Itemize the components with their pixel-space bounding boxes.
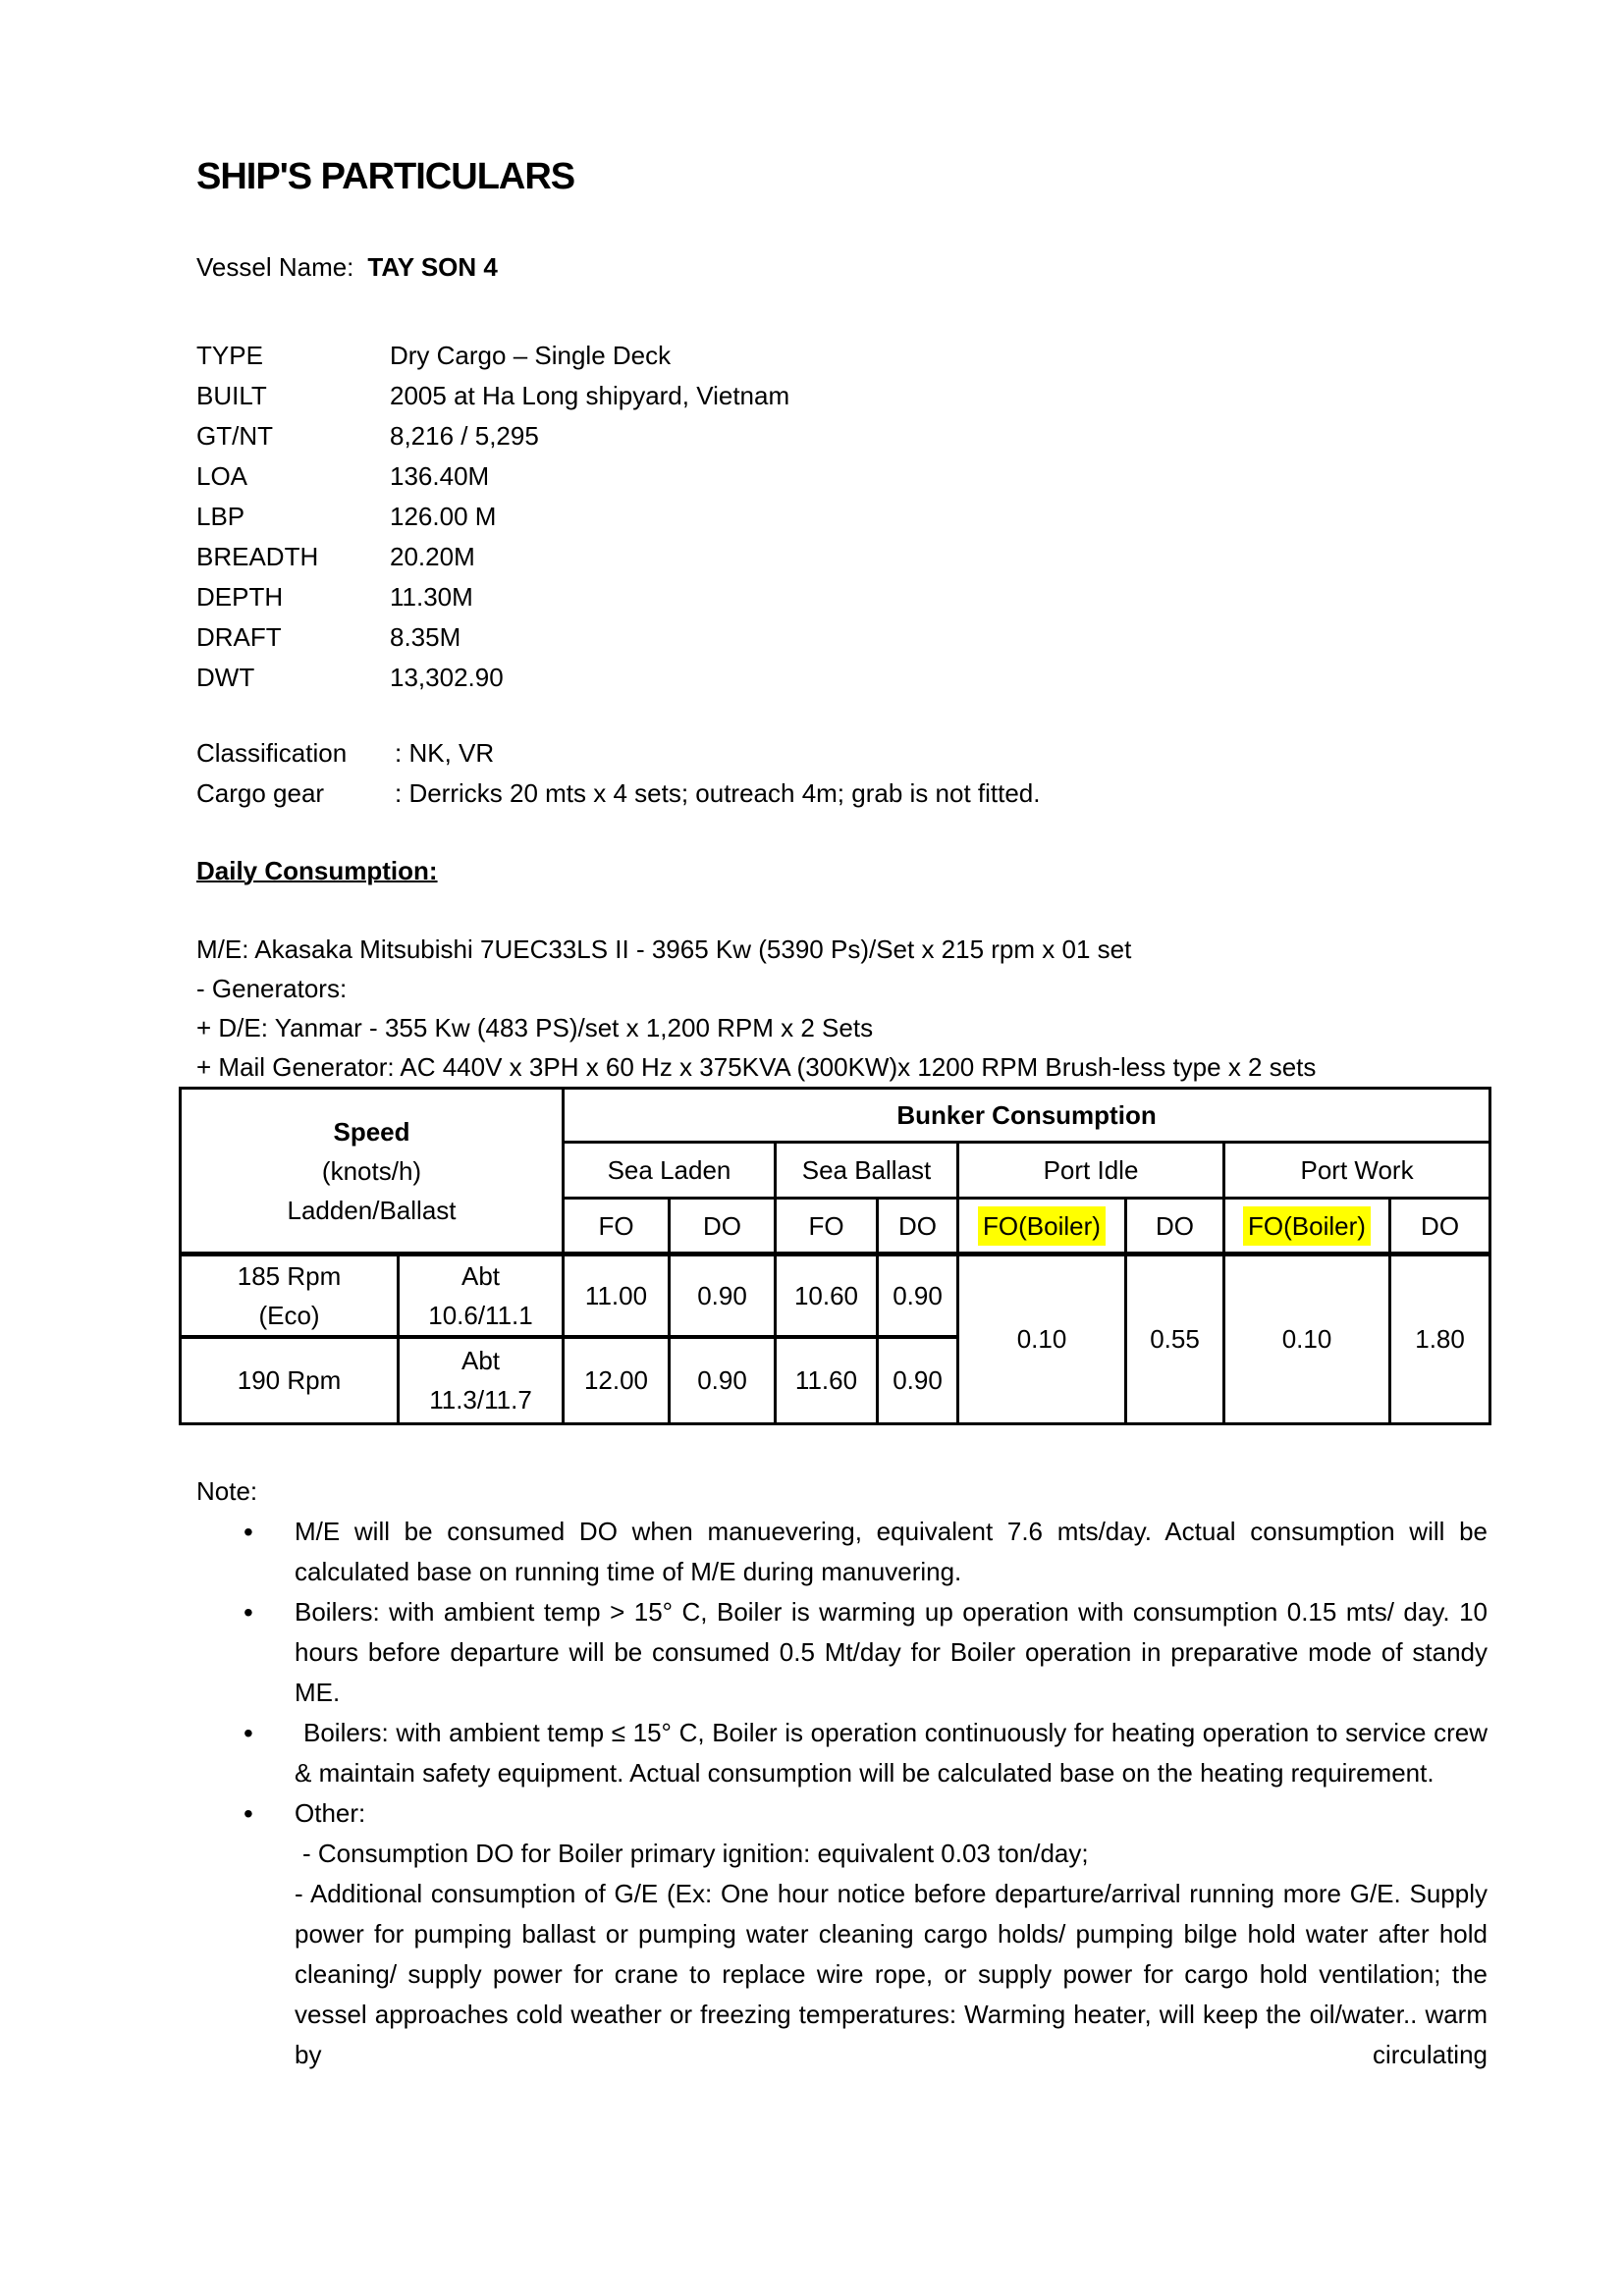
- value-cell: 12.00: [564, 1337, 670, 1423]
- spec-value: 20.20M: [390, 542, 475, 571]
- bullet-icon: •: [244, 1596, 253, 1628]
- group-header-port-idle: Port Idle: [958, 1143, 1224, 1199]
- spec-label: LOA: [196, 461, 248, 491]
- spec-value: 8,216 / 5,295: [390, 421, 539, 451]
- bullet-icon: •: [244, 1797, 253, 1829]
- value-cell-port-work-fo-boiler: 0.10: [1224, 1255, 1390, 1424]
- value-cell-port-idle-fo-boiler: 0.10: [958, 1255, 1126, 1424]
- spec-label: TYPE: [196, 341, 263, 370]
- spec-label: LBP: [196, 502, 245, 531]
- value-cell-port-work-do: 1.80: [1390, 1255, 1490, 1424]
- spec-row: [196, 617, 1488, 658]
- speed-header-line2: (knots/h): [321, 1155, 422, 1186]
- speed-header-cell: [181, 1089, 564, 1255]
- speed-header-line1: Speed: [333, 1116, 410, 1147]
- value-cell: 0.90: [878, 1337, 958, 1423]
- main-generator-line: + Mail Generator: AC 440V x 3PH x 60 Hz x 375KVA (300KW)x 1200 RPM Brush-less type x 2 sets: [196, 1052, 1317, 1082]
- diesel-engine-line: + D/E: Yanmar - 355 Kw (483 PS)/set x 1,200 RPM x 2 Sets: [196, 1013, 874, 1042]
- spec-label: DRAFT: [196, 622, 282, 652]
- spec-label: DEPTH: [196, 582, 284, 612]
- fo-boiler-highlight: FO(Boiler): [978, 1206, 1106, 1246]
- generators-line: - Generators:: [196, 974, 348, 1003]
- spec-label: BUILT: [196, 381, 267, 410]
- spec-row: [196, 376, 1488, 416]
- spec-row: [196, 497, 1488, 537]
- spec-row: [196, 336, 1488, 376]
- speed-header-line3: Ladden/Ballast: [287, 1195, 457, 1225]
- spec-label: BREADTH: [196, 542, 319, 571]
- cargo-gear-row: [196, 774, 1488, 814]
- subheader-port-idle-fo-boiler: [958, 1199, 1126, 1255]
- vessel-name-label: Vessel Name:: [196, 252, 354, 282]
- spec-label: GT/NT: [196, 421, 273, 451]
- subheader-port-idle-do: DO: [1126, 1199, 1224, 1255]
- spec-row: [196, 416, 1488, 456]
- spec-value: Dry Cargo – Single Deck: [390, 341, 672, 370]
- note-text: Other:: [295, 1797, 366, 1828]
- spec-label: DWT: [196, 663, 255, 692]
- value-cell: 0.90: [670, 1337, 776, 1423]
- spec-value: 2005 at Ha Long shipyard, Vietnam: [390, 381, 790, 410]
- subheader-sea-ballast-do: DO: [878, 1199, 958, 1255]
- spec-row: [196, 456, 1488, 497]
- subheader-port-work-fo-boiler: [1224, 1199, 1390, 1255]
- note-item: [196, 1512, 1488, 1592]
- vessel-name-line: [196, 247, 1488, 288]
- spec-value: 11.30M: [390, 582, 473, 612]
- group-header-port-work: Port Work: [1224, 1143, 1490, 1199]
- note-text: Boilers: with ambient temp ≤ 15° C, Boiler is operation continuously for heating operation to service crew & maintain safety equipment. Actual consumption will be calculated base on the heating requirement.: [295, 1717, 1488, 1788]
- bunker-consumption-header: Bunker Consumption: [564, 1089, 1490, 1143]
- spec-value: 8.35M: [390, 622, 461, 652]
- rpm-cell-185: 185 Rpm (Eco): [181, 1255, 399, 1338]
- spec-value: 136.40M: [390, 461, 490, 491]
- cargo-gear-label: Cargo gear: [196, 778, 325, 808]
- cargo-gear-value: : Derricks 20 mts x 4 sets; outreach 4m; grab is not fitted.: [395, 778, 1041, 808]
- rpm-cell-190: 190 Rpm: [181, 1337, 399, 1423]
- note-text: M/E will be consumed DO when manuevering, equivalent 7.6 mts/day. Actual consumption will be calculated base on running time of M/E during manuvering.: [295, 1516, 1488, 1586]
- speed-cell-190: Abt 11.3/11.7: [399, 1337, 564, 1423]
- value-cell: 11.00: [564, 1255, 670, 1338]
- main-engine-line: M/E: Akasaka Mitsubishi 7UEC33LS II - 3965 Kw (5390 Ps)/Set x 215 rpm x 01 set: [196, 934, 1132, 964]
- value-cell-port-idle-do: 0.55: [1126, 1255, 1224, 1424]
- subheader-sea-laden-fo: FO: [564, 1199, 670, 1255]
- note-heading: Note:: [196, 1475, 258, 1506]
- value-cell: 0.90: [670, 1255, 776, 1338]
- spec-value: 126.00 M: [390, 502, 497, 531]
- subheader-sea-laden-do: DO: [670, 1199, 776, 1255]
- subheader-sea-ballast-fo: FO: [776, 1199, 878, 1255]
- spec-list: [196, 336, 1488, 698]
- value-cell: 10.60: [776, 1255, 878, 1338]
- engine-spec-block: [196, 930, 1488, 1087]
- bunker-consumption-table: [179, 1087, 1491, 1425]
- fo-boiler-highlight: FO(Boiler): [1243, 1206, 1371, 1246]
- group-header-sea-ballast: Sea Ballast: [776, 1143, 958, 1199]
- note-text: Boilers: with ambient temp > 15° C, Boiler is warming up operation with consumption 0.15 mts/ day. 10 hours before departure will be consumed 0.5 Mt/day for Boiler operation in preparative mode of standy ME.: [295, 1596, 1488, 1707]
- note-other-item: - Consumption DO for Boiler primary ignition: equivalent 0.03 ton/day;: [302, 1838, 1089, 1868]
- classification-row: [196, 733, 1488, 774]
- bullet-icon: •: [244, 1717, 253, 1748]
- classification-label: Classification: [196, 738, 348, 768]
- vessel-name-value: TAY SON 4: [367, 252, 498, 282]
- spec-value: 13,302.90: [390, 663, 504, 692]
- spec-row: [196, 658, 1488, 698]
- spec-row: [196, 577, 1488, 617]
- value-cell: 0.90: [878, 1255, 958, 1338]
- note-item: [196, 1713, 1488, 1793]
- page-title: SHIP'S PARTICULARS: [196, 156, 575, 197]
- daily-consumption-heading: Daily Consumption:: [196, 856, 438, 885]
- note-item: [196, 1793, 1488, 1834]
- bullet-icon: •: [244, 1516, 253, 1547]
- note-item: [196, 1592, 1488, 1713]
- spec-row: [196, 537, 1488, 577]
- value-cell: 11.60: [776, 1337, 878, 1423]
- note-other-item: - Additional consumption of G/E (Ex: One hour notice before departure/arrival running more G/E. Supply power for pumping ballast or pumping water cleaning cargo holds/ pumping bilge hold water after hold cleaning/ supply power for crane to replace wire rope, or supply power for cargo hold ventilation; the vessel approaches cold weather or freezing temperatures: Warming heater, will keep the oil/water.. warm by circulating: [295, 1878, 1488, 2069]
- group-header-sea-laden: Sea Laden: [564, 1143, 776, 1199]
- classification-list: [196, 733, 1488, 814]
- speed-cell-185: Abt 10.6/11.1: [399, 1255, 564, 1338]
- classification-value: : NK, VR: [395, 738, 495, 768]
- subheader-port-work-do: DO: [1390, 1199, 1490, 1255]
